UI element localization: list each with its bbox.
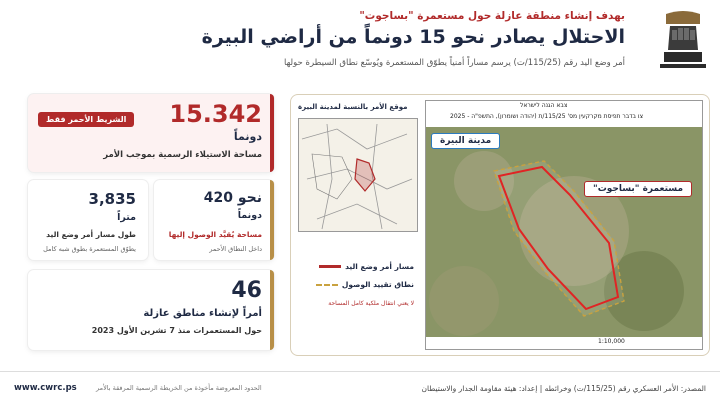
stat-access-desc: مساحة يُقيَّد الوصول إليها (168, 230, 262, 239)
commission-logo-icon (654, 6, 712, 74)
stat-length-desc: طول مسار أمر وضع اليد (46, 230, 136, 239)
stat-access-sub: داخل النطاق الأحمر (209, 245, 262, 253)
stat-length-sub: يطوّق المستعمرة بطوق شبه كامل (43, 245, 136, 253)
legend-item-red (319, 262, 414, 271)
footer-source: المصدر: الأمر العسكري رقم (115/25/ت) وخرائطه | إعداد: هيئة مقاومة الجدار والاستيطان (421, 384, 706, 393)
footer-note: الحدود المعروضة مأخوذة من الخريطة الرسمية المرفقة بالأمر (96, 384, 262, 392)
stat-access-value: نحو 420 (203, 190, 262, 206)
legend-note: لا يعني انتقال ملكية كامل المساحة (328, 300, 414, 307)
stat-orders-unit: أمراً لإنشاء مناطق عازلة (143, 308, 262, 319)
stat-access-unit: دونماً (237, 210, 262, 221)
mini-map-title: موقع الأمر بالنسبة لمدينة البيرة (298, 103, 408, 111)
map-header-hebrew-2: צו בדבר תפיסת מקרקעין מס' 115/25/ת (יהודה ושומרון), התשפ"ה - 2025 (450, 113, 644, 120)
red-line-icon (319, 265, 341, 268)
dashed-line-icon (316, 284, 338, 286)
stat-length-value: 3,835 (88, 190, 136, 208)
card-accent-bar (270, 180, 274, 260)
header-subtitle: بهدف إنشاء منطقة عازلة حول مستعمرة "بساجوت" (359, 10, 625, 22)
footer-website[interactable]: www.cwrc.ps (14, 383, 77, 393)
stat-orders-value: 46 (231, 278, 262, 303)
legend-item-dash (316, 280, 414, 289)
stat-card-main (28, 94, 274, 172)
label-city: مدينة البيرة (431, 133, 500, 149)
legend-dash-label: نطاق تقييد الوصول (341, 280, 414, 289)
legend-red-label: مسار أمر وضع اليد (345, 262, 414, 271)
header (0, 0, 720, 80)
stat-card-orders (28, 270, 274, 350)
stat-card-length (28, 180, 148, 260)
stat-orders-desc: حول المستعمرات منذ 7 تشرين الأول 2023 (91, 326, 262, 335)
stat-length-unit: متراً (117, 212, 136, 223)
header-intro: أمر وضع اليد رقم (115/25/ت) يرسم مساراً أمنياً يطوّق المستعمرة ويُوسّع نطاق السيطرة حولها (284, 58, 625, 68)
map-scale: 1:10,000 (598, 338, 625, 345)
stat-main-unit: دونماً (233, 130, 262, 143)
map-legend (302, 262, 414, 332)
page-title: الاحتلال يصادر نحو 15 دونماً من أراضي البيرة (201, 26, 625, 48)
map-header-hebrew-1: צבא הגנה לישראל (520, 102, 568, 109)
stat-main-value: 15.342 (169, 100, 262, 128)
mini-map-drawing (298, 119, 417, 232)
mini-map (298, 118, 418, 232)
badge-red-strip: الشريط الأحمر فقط (38, 112, 134, 127)
stat-main-desc: مساحة الاستيلاء الرسمية بموجب الأمر (103, 150, 262, 160)
stat-card-access (154, 180, 274, 260)
card-accent-bar (270, 270, 274, 350)
card-accent-bar (270, 94, 274, 172)
footer (0, 371, 720, 405)
label-settlement: مستعمرة "بساجوت" (584, 181, 692, 197)
